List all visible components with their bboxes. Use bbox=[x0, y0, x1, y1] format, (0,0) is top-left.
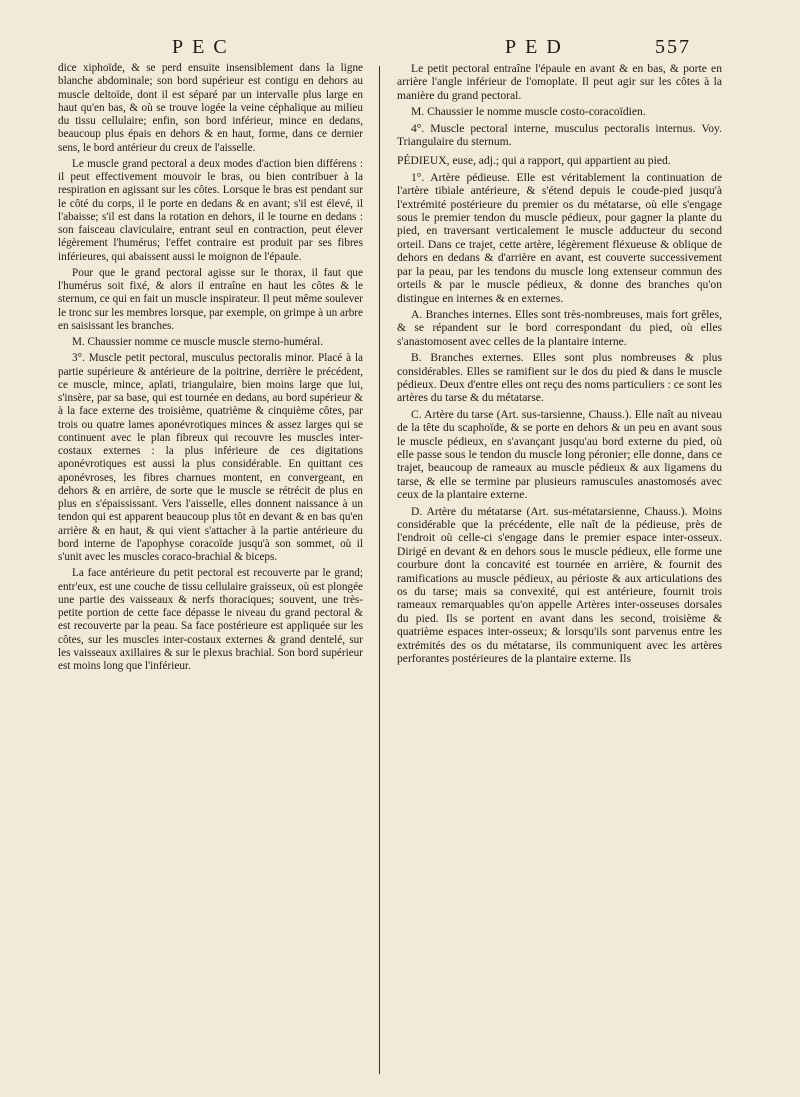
paragraph: dice xiphoïde, & se perd ensuite insensiblement dans la ligne blanche abdominale; son bord supérieur est contigu en dehors au muscle deltoïde, dont il est séparé par un intervalle plus large en haut qu'en bas, & où se trouve logée la veine céphalique au milieu du tissu cellulaire; enfin, son bord inférieur, mince en dedans, beaucoup plus épais en dehors & en haut, forme, dans ce dernier sens, le bord antérieur du creux de l'aisselle. bbox=[58, 62, 363, 154]
paragraph: M. Chaussier le nomme muscle costo-coracoïdien. bbox=[411, 105, 646, 119]
paragraph: C. Artère du tarse (Art. sus-tarsienne, Chauss.). Elle naît au niveau de la tête du scaphoïde, & se porte en dehors & un peu en avant sous le muscle pédieux, en s'avançant jusqu'au bord externe du pied, où elle passe sous le tendon du muscle long péronier; elle donne, dans ce trajet, beaucoup de rameaux au muscle pédieux & aux ligamens du tarse, & elle se termine par plusieurs ramuscules anastomosés avec ceux de la plantaire externe. bbox=[397, 407, 722, 502]
paragraph: La face antérieure du petit pectoral est recouverte par le grand; entr'eux, est une couche de tissu cellulaire graisseux, où est plongée une partie des vaisseaux & nerfs thoraciques; souvent, une très-petite portion de cette face dépasse le niveau du grand pectoral & est recouverte par la peau. Sa face postérieure est appliquée sur les côtes, sur les muscles inter-costaux externes & grand dentelé, sur les vaisseaux axillaires & sur le plexus brachial. Son bord supérieur est moins long que l'inférieur. bbox=[58, 567, 363, 672]
paragraph: M. Chaussier nomme ce muscle muscle sterno-huméral. bbox=[72, 336, 324, 348]
paragraph: Pour que le grand pectoral agisse sur le thorax, il faut que l'humérus soit fixé, & alors il entraîne en haut les côtes & le sternum, ce qui en fait un muscle inspirateur. Il peut même soulever le tronc sur les membres lorsque, par exemple, on grimpe à un arbre en saisissant les branches. bbox=[58, 266, 363, 332]
page-number: 557 bbox=[655, 36, 691, 58]
paragraph: 1°. Artère pédieuse. Elle est véritablement la continuation de l'artère tibiale antérieure, & s'étend depuis le coude-pied jusqu'à l'extrémité postérieure du premier os du métatarse, où elle s'engage sous le premier tendon du muscle pédieux, pour gagner la plante du pied, en traversant verticalement le muscle adducteur du second orteil. Dans ce trajet, cette artère, légèrement fléxueuse & oblique de dehors en dedans & d'arrière en avant, est couverte successivement par la peau, par les tendons du muscle long extenseur commun des orteils & par le muscle pédieux, & donne des branches qu'on distingue en internes & en externes. bbox=[397, 170, 722, 305]
paragraph: 3°. Muscle petit pectoral, musculus pectoralis minor. Placé à la partie supérieure & antérieure de la poitrine, derrière le précédent, ce muscle, mince, aplati, triangulaire, bien moins large que lui, s'insère, par sa base, qui est tournée en dedans, au bord supérieur & à la face externe des troisième, quatrième & cinquième côtes, par trois ou quatre lames aponévrotiques minces & assez larges qui se continuent avec le plan fibreux qui recouvre les muscles inter-costaux externes : la plus inférieure de ces digitations aponévrotiques est aussi la plus considérable. En quittant ces aponévroses, les fibres charnues montent, en convergeant, en dehors & en arrière, de sorte que le muscle se rétrécit de plus en plus en s'épaississant. Vers l'aisselle, elles donnent naissance à un tendon qui est apparent beaucoup plus tôt en devant & en bas qu'en arrière & en haut, & qui vient s'attacher à la partie antérieure du bord interne de l'apophyse coracoïde jusqu'à son sommet, où il s'unit avec les muscles coraco-brachial & biceps. bbox=[58, 352, 363, 563]
paragraph: Le petit pectoral entraîne l'épaule en avant & en bas, & porte en arrière l'angle inférieur de l'omoplate. Il peut agir sur les côtes à la manière du grand pectoral. bbox=[397, 62, 722, 102]
left-column bbox=[58, 62, 363, 676]
entry-headword: PÉDIEUX, euse, adj.; qui a rapport, qui appartient au pied. bbox=[397, 154, 671, 168]
paragraph: B. Branches externes. Elles sont plus nombreuses & plus considérables. Elles se ramifient sur le dos du pied & dans le muscle pédieux. Deux d'entre elles ont reçu des noms particuliers : ce sont les artères du tarse & du métatarse. bbox=[397, 351, 723, 405]
paragraph: A. Branches internes. Elles sont très-nombreuses, mais fort grêles, & se répandent sur le bord correspondant du pied, où elles s'anastomosent avec celles de la plantaire interne. bbox=[397, 307, 722, 348]
paragraph: D. Artère du métatarse (Art. sus-métatarsienne, Chauss.). Moins considérable que la précédente, elle naît de la pédieuse, près de l'endroit où celle-ci s'engage dans le premier espace inter-osseux. Dirigé en devant & en dehors sous le muscle pédieux, elle forme une courbure dont la concavité est tournée en arrière, & fournit des ramifications au muscle pédieux, au périoste & aux articulations des os du tarse; mais sa convexité, qui est antérieure, fournit trois rameaux remarquables qu'on appelle Artères inter-osseuses dorsales du pied. Ils se portent en avant dans les second, troisième & quatrième espaces inter-osseux; & lorsqu'ils sont parvenus entre les extrémités des os du métatarse, ils communiquent avec les artères perforantes postérieures de la plantaire externe. Ils bbox=[397, 504, 722, 666]
paragraph: Le muscle grand pectoral a deux modes d'action bien différens : il peut effectivement mouvoir le bras, ou bien contribuer à la respiration en agissant sur les côtes. Lorsque le bras est pendant sur le côté du corps, il le porte en dedans & en avant; s'il est élevé, il l'abaisse; s'il est dans la rotation en dehors, il le tourne en dedans : son faisceau claviculaire, entrant seul en contraction, peut élever légèrement l'humérus; l'effet contraire est produit par ses fibres inférieures, qui abaissent aussi le moignon de l'épaule. bbox=[58, 157, 363, 263]
column-divider bbox=[379, 66, 380, 1074]
right-column bbox=[397, 62, 722, 668]
running-head-left: PEC bbox=[172, 36, 236, 58]
paragraph: 4°. Muscle pectoral interne, musculus pectoralis internus. Voy. Triangulaire du sternum. bbox=[397, 121, 722, 149]
running-head-right: PED bbox=[505, 36, 570, 58]
